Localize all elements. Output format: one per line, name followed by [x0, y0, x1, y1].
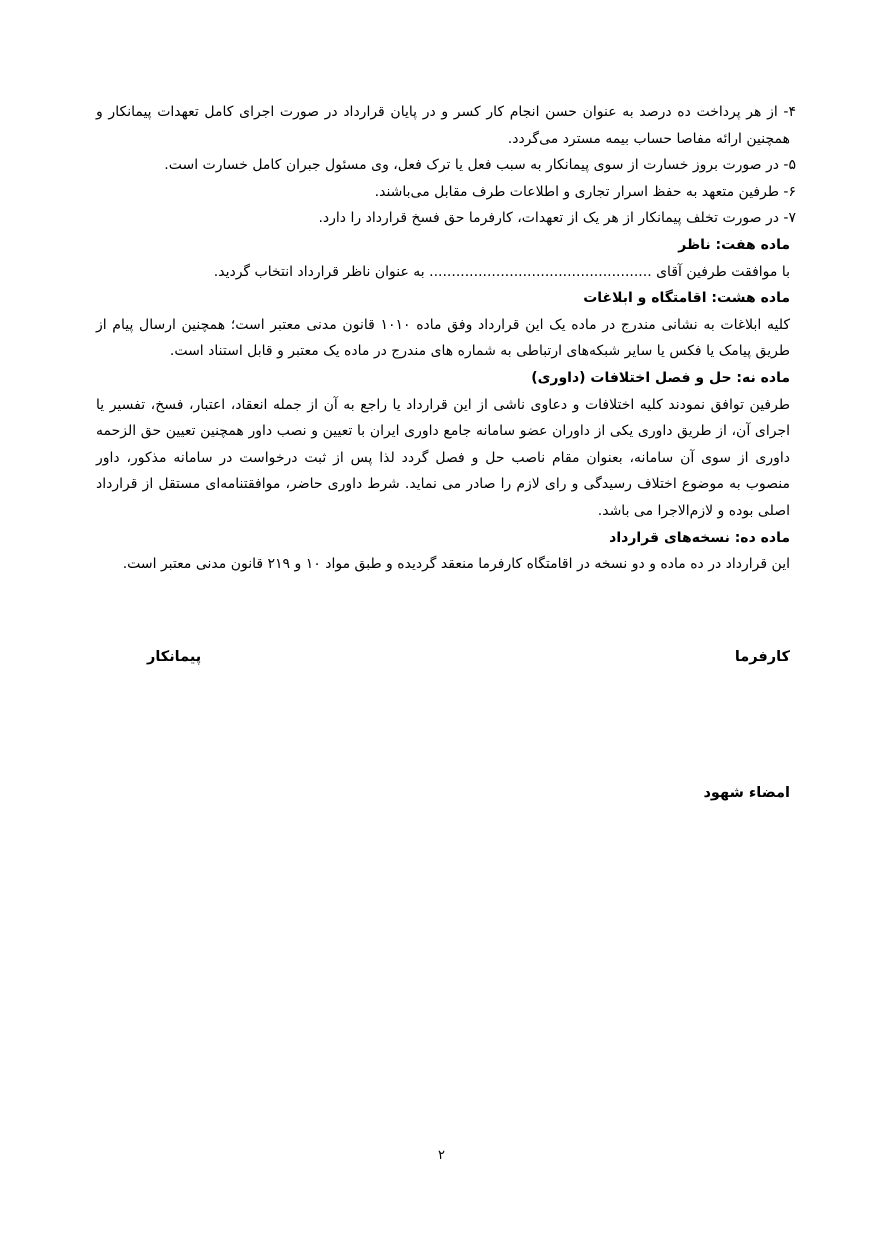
contract-body [96, 99, 796, 578]
article-nine-body: طرفین توافق نمودند کلیه اختلافات و دعاوی ناشی از این قرارداد یا راجع به آن از جمله انعقاد، اعتبار، فسخ، تفسیر یا اجرای آن، از طریق داوری یکی از داوران عضو سامانه جامع داوری ایران با تعیین و نصب داور همچنین تعیین حق الزحمه داوری از سوی آن سامانه، بعنوان مقام ناصب حل و فصل گردد لذا پس از ثبت درخواست در سامانه مذکور، داور منصوب به موضوع اختلاف رسیدگی و رای لازم را صادر می نماید. شرط داوری حاضر، موافقتنامه‌ای مستقل از قرارداد اصلی بوده و لازم‌الاجرا می باشد. [96, 396, 790, 519]
signature-row [96, 644, 790, 670]
clause-4: ۴- از هر پرداخت ده درصد به عنوان حسن انجام کار کسر و در پایان قرارداد در صورت اجرای کامل تعهدات پیمانکار و همچنین ارائه مفاصا حساب بیمه مسترد می‌گردد. [96, 104, 796, 147]
article-seven-heading: ماده هفت: ناظر [678, 236, 790, 253]
employer-signature-label: کارفرما [734, 649, 790, 665]
witnesses-signature-label: امضاء شهود [703, 785, 790, 801]
clause-5: ۵- در صورت بروز خسارت از سوی پیمانکار به سبب فعل یا ترک فعل، وی مسئول جبران کامل خسارت است. [164, 157, 796, 174]
clause-7: ۷- در صورت تخلف پیمانکار از هر یک از تعهدات، کارفرما حق فسخ قرارداد را دارد. [318, 210, 796, 227]
article-nine-heading: ماده نه: حل و فصل اختلافات (داوری) [531, 369, 790, 386]
witness-signature-row [96, 780, 790, 806]
contractor-signature-label: پیمانکار [147, 649, 202, 665]
article-eight-heading: ماده هشت: اقامتگاه و ابلاغات [583, 290, 790, 307]
page-number: ۲ [438, 1148, 445, 1163]
article-seven-body: با موافقت طرفین آقای .................................................. به عنوان ناظر قرارداد انتخاب گردید. [213, 263, 790, 280]
article-ten-heading: ماده ده: نسخه‌های قرارداد [609, 529, 790, 546]
article-eight-body: کلیه ابلاغات به نشانی مندرج در ماده یک این قرارداد وفق ماده ۱۰۱۰ قانون مدنی معتبر است؛ همچنین ارسال پیام از طریق پیامک یا فکس یا سایر شبکه‌های ارتباطی به شماره های مندرج در ماده یک معتبر و قابل استناد است. [96, 316, 790, 360]
article-ten-body: این قرارداد در ده ماده و دو نسخه در اقامتگاه کارفرما منعقد گردیده و طبق مواد ۱۰ و ۲۱۹ قانون مدنی معتبر است. [122, 556, 790, 573]
clause-6: ۶- طرفین متعهد به حفظ اسرار تجاری و اطلاعات طرف مقابل می‌باشند. [374, 183, 796, 200]
